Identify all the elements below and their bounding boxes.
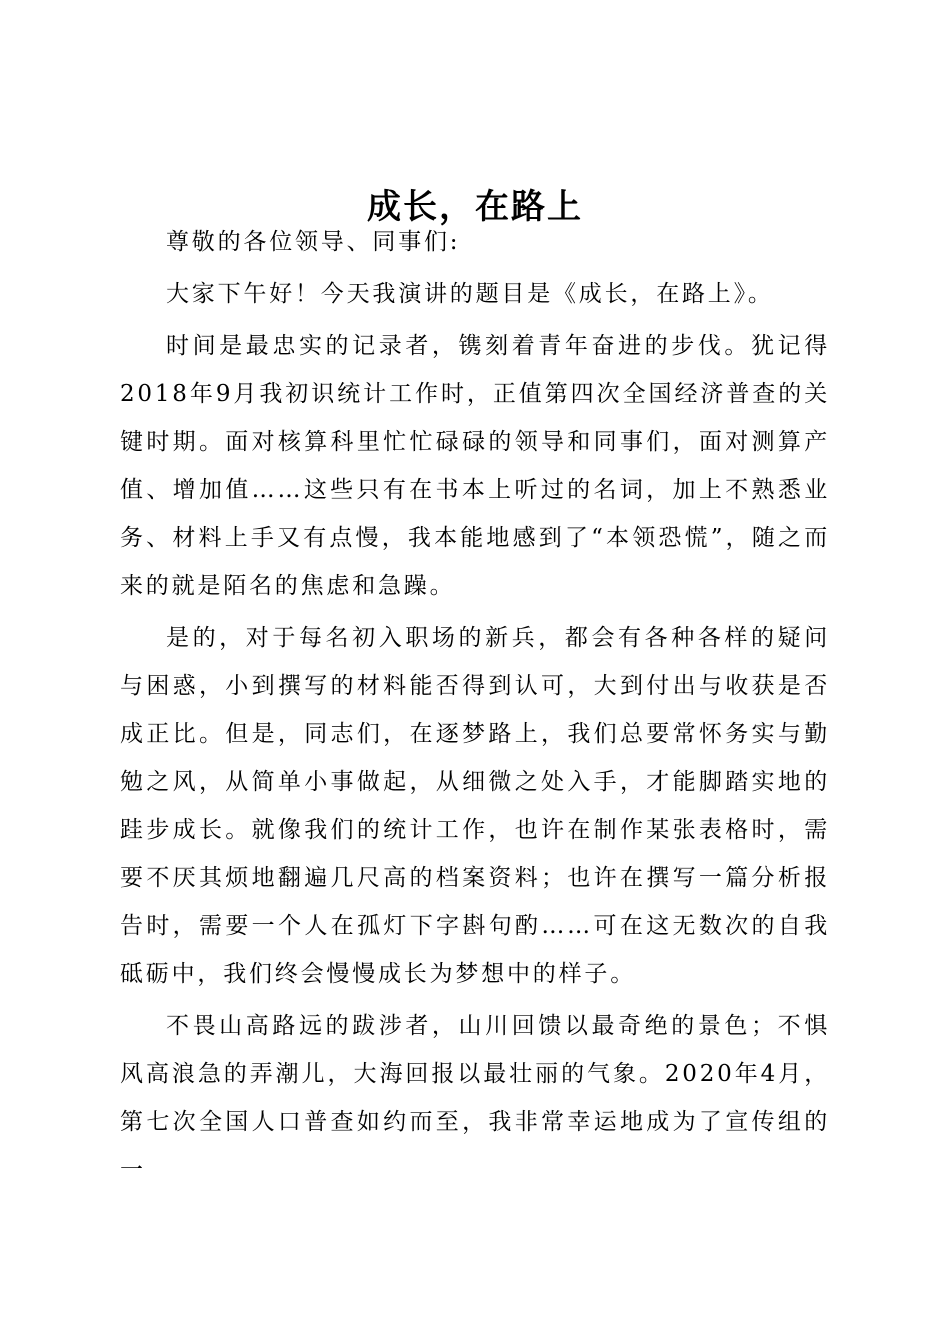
greeting-paragraph: 大家下午好！今天我演讲的题目是《成长，在路上》。 <box>166 281 774 307</box>
body-paragraph: 时间是最忠实的记录者，镌刻着青年奋进的步伐。犹记得2018年9月我初识统计工作时，正值第四次全国经济普查的关键时期。面对核算科里忙忙碌碌的领导和同事们，面对测算产值、增加值……这些只有在书本上听过的名词，加上不熟悉业务、材料上手又有点慢，我本能地感到了“本领恐慌”，随之而来的就是陌名的焦虑和急躁。 <box>120 333 830 599</box>
body-paragraph: 不畏山高路远的跋涉者，山川回馈以最奇绝的景色；不惧风高浪急的弄潮儿，大海回报以最壮丽的气象。2020年4月，第七次全国人口普查如约而至，我非常幸运地成为了宣传组的一 <box>120 1013 830 1183</box>
document-title: 成长，在路上 <box>367 186 583 227</box>
salutation-paragraph: 尊敬的各位领导、同事们: <box>166 229 461 255</box>
document-body <box>120 218 830 1194</box>
body-paragraph: 是的，对于每名初入职场的新兵，都会有各种各样的疑问与困惑，小到撰写的材料能否得到认可，大到付出与收获是否成正比。但是，同志们，在逐梦路上，我们总要常怀务实与勤勉之风，从简单小事做起，从细微之处入手，才能脚踏实地的跬步成长。就像我们的统计工作，也许在制作某张表格时，需要不厌其烦地翻遍几尺高的档案资料；也许在撰写一篇分析报告时，需要一个人在孤灯下字斟句酌……可在这无数次的自我砥砺中，我们终会慢慢成长为梦想中的样子。 <box>120 625 830 987</box>
